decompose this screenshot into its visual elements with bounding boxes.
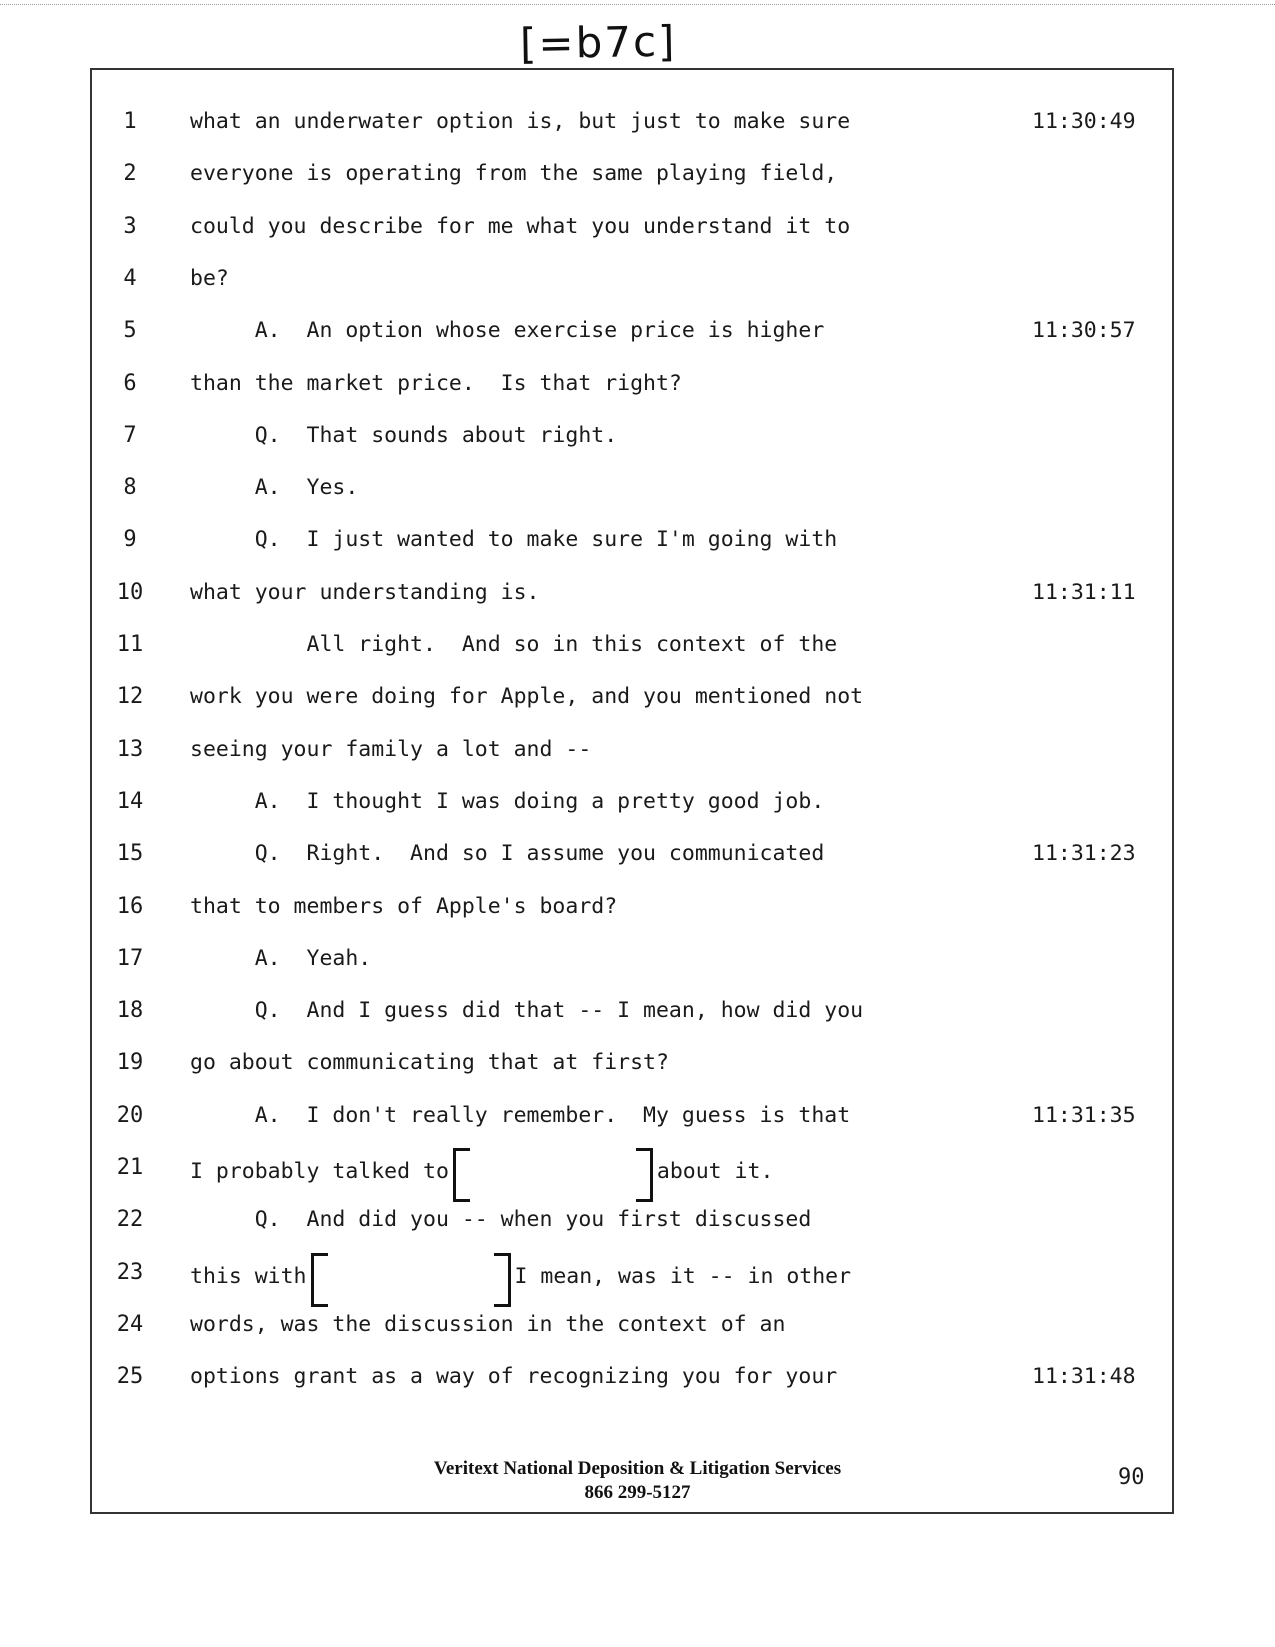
line-text <box>190 1253 851 1293</box>
line-text: everyone is operating from the same playing field, <box>190 161 838 186</box>
page-number: 90 <box>1118 1465 1145 1490</box>
bracket-left <box>453 1148 470 1202</box>
line-text: seeing your family a lot and -- <box>190 737 592 762</box>
line-number: 9 <box>123 527 137 552</box>
footer-phone: 866 299-5127 <box>584 1482 691 1503</box>
line-number: 19 <box>116 1050 144 1075</box>
line-number: 23 <box>116 1260 144 1285</box>
line-number: 16 <box>116 894 144 919</box>
line-text: Q. Right. And so I assume you communicated <box>190 841 825 866</box>
line-text: be? <box>190 266 229 291</box>
line-number: 13 <box>116 737 144 762</box>
line-text: work you were doing for Apple, and you mentioned not <box>190 684 864 709</box>
line-number: 4 <box>123 266 137 291</box>
timestamp: 11:30:57 <box>1032 318 1136 343</box>
line-number: 25 <box>116 1364 144 1389</box>
line-number: 22 <box>116 1207 144 1232</box>
timestamp: 11:30:49 <box>1032 109 1136 134</box>
line-text: Q. I just wanted to make sure I'm going with <box>190 527 838 552</box>
line-number: 20 <box>116 1103 144 1128</box>
line-number: 14 <box>116 789 144 814</box>
line-text: A. Yeah. <box>190 946 372 971</box>
line-text-after-redaction: about it. <box>656 1159 774 1184</box>
redaction-bracket <box>311 1253 511 1301</box>
footer-company: Veritext National Deposition & Litigation Services <box>433 1458 842 1479</box>
timestamp: 11:31:23 <box>1032 841 1136 866</box>
line-text: that to members of Apple's board? <box>190 894 618 919</box>
line-number: 24 <box>116 1312 144 1337</box>
line-number: 17 <box>116 946 144 971</box>
scan-edge-dots <box>0 4 1275 7</box>
line-number: 2 <box>123 161 137 186</box>
redaction-stamp: [=b7c] <box>519 16 677 69</box>
line-number: 7 <box>123 423 137 448</box>
line-number: 11 <box>116 632 144 657</box>
line-number: 10 <box>116 580 144 605</box>
line-text-after-redaction: I mean, was it -- in other <box>514 1264 852 1289</box>
line-text <box>190 1148 773 1188</box>
line-text: Q. And did you -- when you first discussed <box>190 1207 812 1232</box>
line-text: All right. And so in this context of the <box>190 632 838 657</box>
timestamp: 11:31:11 <box>1032 580 1136 605</box>
redaction-bracket <box>453 1148 653 1196</box>
bracket-left <box>311 1253 328 1307</box>
line-text: words, was the discussion in the context of an <box>190 1312 786 1337</box>
line-number: 1 <box>123 109 137 134</box>
line-number: 5 <box>123 318 137 343</box>
line-text: what your understanding is. <box>190 580 540 605</box>
line-text-before-redaction: this with <box>190 1264 307 1289</box>
line-number: 12 <box>116 684 144 709</box>
line-text: what an underwater option is, but just to make sure <box>190 109 851 134</box>
line-number: 18 <box>116 998 144 1023</box>
line-text: options grant as a way of recognizing you for your <box>190 1364 838 1389</box>
line-number: 21 <box>116 1155 144 1180</box>
line-text: go about communicating that at first? <box>190 1050 669 1075</box>
line-text: A. I don't really remember. My guess is that <box>190 1103 851 1128</box>
timestamp: 11:31:35 <box>1032 1103 1136 1128</box>
line-number: 3 <box>123 214 137 239</box>
line-text: Q. And I guess did that -- I mean, how did you <box>190 998 864 1023</box>
line-number: 15 <box>116 841 144 866</box>
bracket-right <box>494 1253 511 1307</box>
line-number: 6 <box>123 371 137 396</box>
line-text: could you describe for me what you understand it to <box>190 214 851 239</box>
line-text: than the market price. Is that right? <box>190 371 682 396</box>
timestamp: 11:31:48 <box>1032 1364 1136 1389</box>
line-text: Q. That sounds about right. <box>190 423 618 448</box>
line-text: A. I thought I was doing a pretty good job. <box>190 789 825 814</box>
bracket-right <box>636 1148 653 1202</box>
line-text: A. An option whose exercise price is higher <box>190 318 825 343</box>
line-text-before-redaction: I probably talked to <box>190 1159 449 1184</box>
line-text: A. Yes. <box>190 475 359 500</box>
line-number: 8 <box>123 475 137 500</box>
